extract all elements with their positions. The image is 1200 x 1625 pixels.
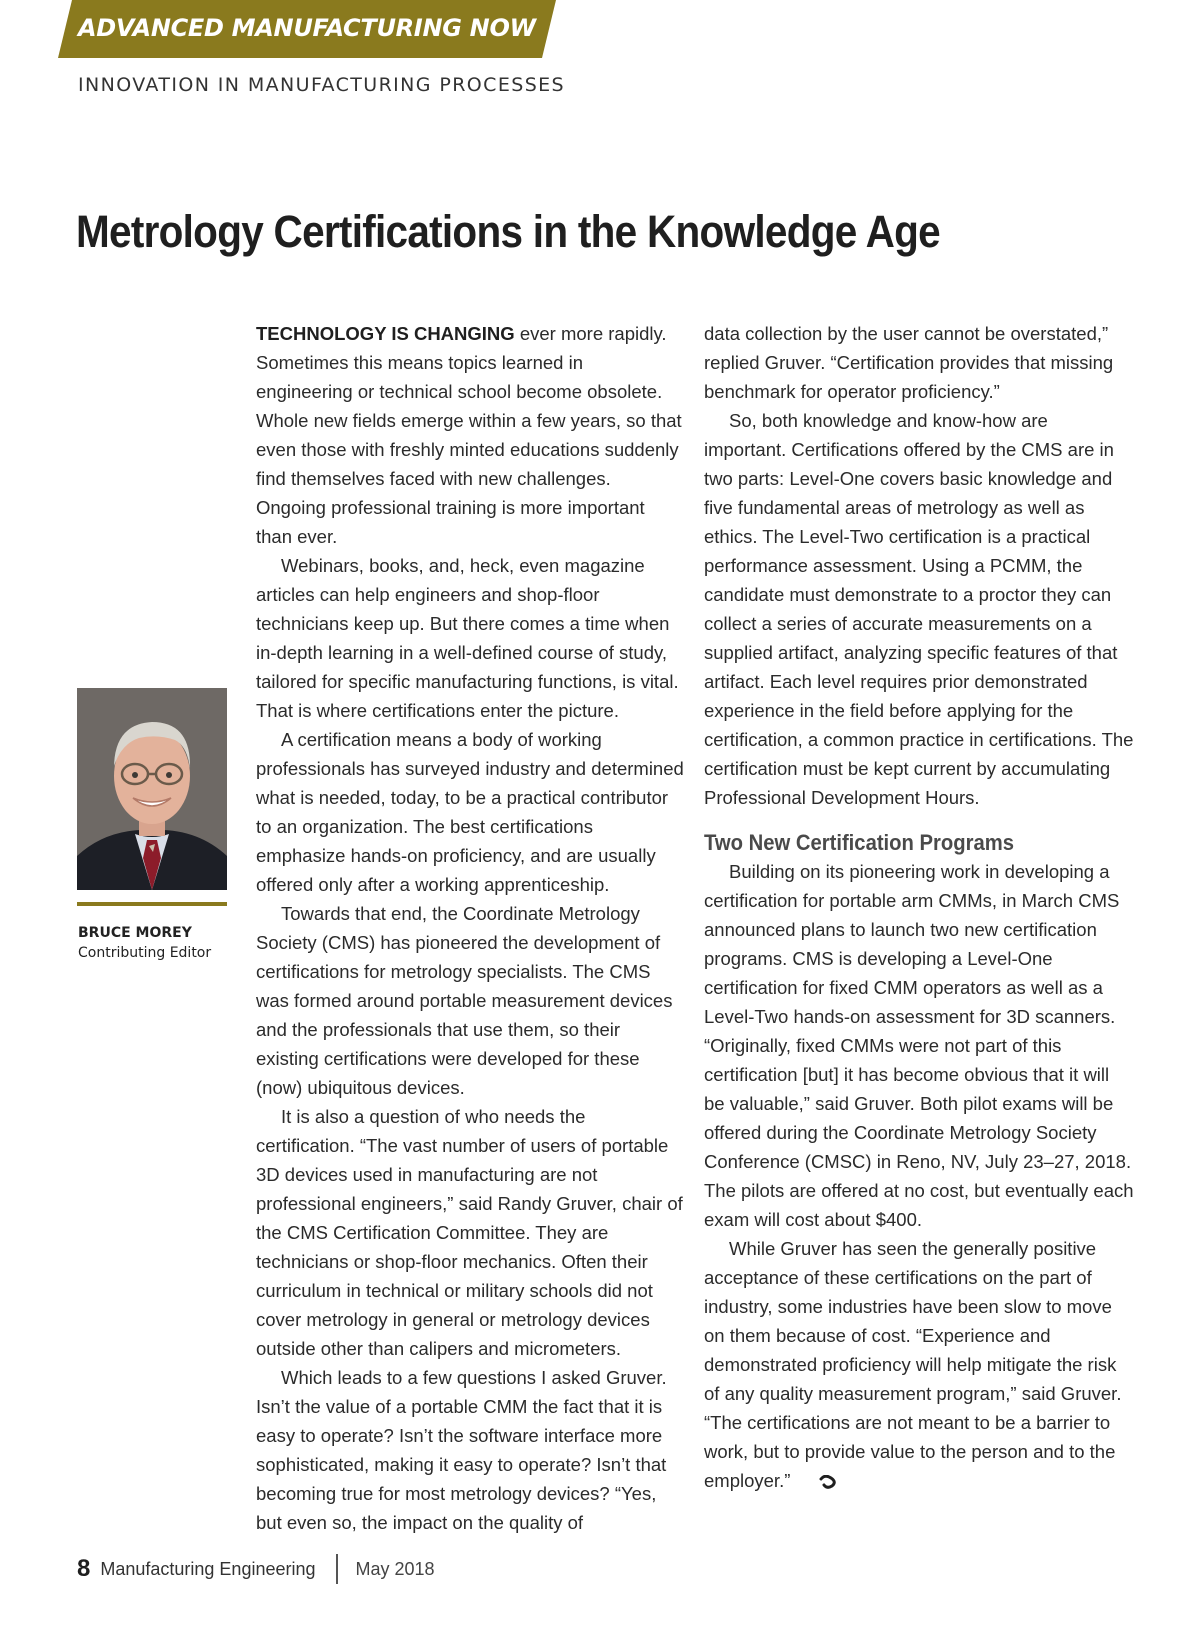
publication-name: Manufacturing Engineering xyxy=(100,1558,316,1579)
author-role: Contributing Editor xyxy=(78,945,212,961)
paragraph: data collection by the user cannot be overstated,” replied Gruver. “Certification provides that missing benchmark for operator proficiency.” xyxy=(704,323,1114,402)
article-column-1 xyxy=(256,319,684,1537)
paragraph: Towards that end, the Coordinate Metrology Society (CMS) has pioneered the development of certifications for metrology specialists. The CMS was formed around portable measurement devices and the professionals that use them, so their existing certifications were developed for these (now) ubiquitous devices. xyxy=(256,903,673,1098)
paragraph: So, both knowledge and know-how are important. Certifications offered by the CMS are in two parts: Level-One covers basic knowledge and five fundamental areas of metrology as well as ethics. The Level-Two certification is a practical performance assessment. Using a PCMM, the candidate must demonstrate to a proctor they can collect a series of accurate measurements on a supplied artifact, analyzing specific features of that artifact. Each level requires prior demonstrated experience in the field before applying for the certification, a common practice in certifications. The certification must be kept current by accumulating Professional Development Hours. xyxy=(704,410,1134,808)
paragraph-text: ever more rapidly. Sometimes this means topics learned in engineering or technical school become obsolete. Whole new fields emerge within a few years, so that even those with freshly minted educations suddenly find themselves faced with new challenges. Ongoing professional training is more important than ever. xyxy=(256,323,682,547)
article-title: Metrology Certifications in the Knowledge Age xyxy=(76,206,940,257)
footer-divider xyxy=(336,1554,338,1584)
paragraph xyxy=(704,1234,1134,1497)
paragraph xyxy=(256,319,684,551)
author-name: BRUCE MOREY xyxy=(78,925,192,941)
banner-title: ADVANCED MANUFACTURING NOW xyxy=(78,14,536,42)
end-mark-icon xyxy=(794,1468,839,1497)
section-subhead: Two New Certification Programs xyxy=(704,830,1015,855)
author-photo xyxy=(77,688,227,890)
paragraph: Which leads to a few questions I asked Gruver. Isn’t the value of a portable CMM the fact that it is easy to operate? Isn’t the software interface more sophisticated, making it easy to operate? Isn’t that becoming true for most metrology devices? “Yes, but even so, the impact on the quality of xyxy=(256,1367,667,1533)
article-column-2 xyxy=(704,319,1134,1497)
page-number: 8 xyxy=(77,1555,91,1582)
paragraph: Webinars, books, and, heck, even magazine articles can help engineers and shop-floor technicians keep up. But there comes a time when in-depth learning in a well-defined course of study, tailored for specific manufacturing functions, is vital. That is where certifications enter the picture. xyxy=(256,555,679,721)
paragraph-text: While Gruver has seen the generally positive acceptance of these certifications on the part of industry, some industries have been slow to move on them because of cost. “Experience and demonstrated proficiency will help mitigate the risk of any quality measurement program,” said Gruver. “The certifications are not meant to be a barrier to work, but to provide value to the person and to the employer.” xyxy=(704,1238,1122,1491)
photo-divider xyxy=(77,902,227,906)
issue-date: May 2018 xyxy=(355,1558,435,1579)
section-subtitle: INNOVATION IN MANUFACTURING PROCESSES xyxy=(78,74,566,96)
page-footer xyxy=(77,1552,435,1586)
paragraph: Building on its pioneering work in developing a certification for portable arm CMMs, in March CMS announced plans to launch two new certification programs. CMS is developing a Level-One certification for fixed CMM operators as well as a Level-Two hands-on assessment for 3D scanners. “Originally, fixed CMMs were not part of this certification [but] it has become obvious that it will be valuable,” said Gruver. Both pilot exams will be offered during the Coordinate Metrology Society Conference (CMSC) in Reno, NV, July 23–27, 2018. The pilots are offered at no cost, but eventually each exam will cost about $400. xyxy=(704,861,1134,1230)
portrait-illustration xyxy=(77,688,227,890)
paragraph: A certification means a body of working professionals has surveyed industry and determined what is needed, today, to be a practical contributor to an organization. The best certifications emphasize hands-on proficiency, and are usually offered only after a working apprenticeship. xyxy=(256,729,684,895)
lead-in: TECHNOLOGY IS CHANGING xyxy=(256,323,515,344)
paragraph: It is also a question of who needs the certification. “The vast number of users of portable 3D devices used in manufacturing are not professional engineers,” said Randy Gruver, chair of the CMS Certification Committee. They are technicians or shop-floor mechanics. Often their curriculum in technical or military schools did not cover metrology in general or metrology devices outside other than calipers and micrometers. xyxy=(256,1106,683,1359)
